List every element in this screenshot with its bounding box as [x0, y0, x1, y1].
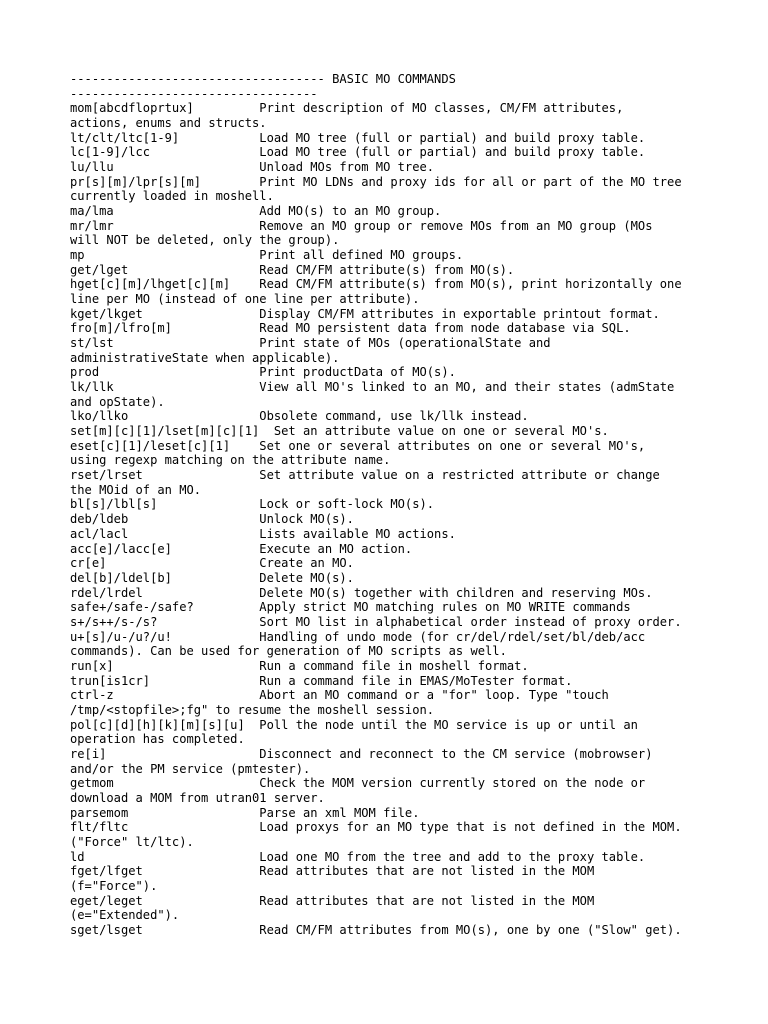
text-line: fro[m]/lfro[m] Read MO persistent data from node database via SQL.	[70, 321, 631, 336]
text-line: pr[s][m]/lpr[s][m] Print MO LDNs and proxy ids for all or part of the MO tree	[70, 174, 682, 189]
text-line: ----------------------------------	[70, 86, 318, 101]
text-line: deb/ldeb Unlock MO(s).	[70, 512, 354, 527]
text-line: download a MOM from utran01 server.	[70, 790, 325, 805]
text-line: bl[s]/lbl[s] Lock or soft-lock MO(s).	[70, 497, 435, 512]
text-line: line per MO (instead of one line per attribute).	[70, 292, 420, 307]
text-line: kget/lkget Display CM/FM attributes in exportable printout format.	[70, 306, 660, 321]
text-line: get/lget Read CM/FM attribute(s) from MO(s).	[70, 262, 515, 277]
text-line: lt/clt/ltc[1-9] Load MO tree (full or partial) and build proxy table.	[70, 130, 646, 145]
text-line: (f="Force").	[70, 878, 158, 893]
text-line: re[i] Disconnect and reconnect to the CM service (mobrowser)	[70, 746, 653, 761]
text-line: del[b]/ldel[b] Delete MO(s).	[70, 570, 354, 585]
text-line: mom[abcdfloprtux] Print description of MO classes, CM/FM attributes,	[70, 101, 624, 116]
text-line: commands). Can be used for generation of MO scripts as well.	[70, 644, 507, 659]
text-line: eget/leget Read attributes that are not listed in the MOM	[70, 893, 595, 908]
text-line: rdel/lrdel Delete MO(s) together with children and reserving MOs.	[70, 585, 653, 600]
text-line: currently loaded in moshell.	[70, 189, 274, 204]
text-line: (e="Extended").	[70, 908, 180, 923]
text-line: set[m][c][1]/lset[m][c][1] Set an attribute value on one or several MO's.	[70, 424, 609, 439]
text-line: /tmp/<stopfile>;fg" to resume the moshell session.	[70, 702, 435, 717]
text-line: acl/lacl Lists available MO actions.	[70, 526, 456, 541]
text-line: and opState).	[70, 394, 165, 409]
text-line: prod Print productData of MO(s).	[70, 365, 456, 380]
text-line: administrativeState when applicable).	[70, 350, 340, 365]
text-line: hget[c][m]/lhget[c][m] Read CM/FM attribute(s) from MO(s), print horizontally one	[70, 277, 682, 292]
text-line: pol[c][d][h][k][m][s][u] Poll the node until the MO service is up or until an	[70, 717, 638, 732]
text-line: operation has completed.	[70, 732, 245, 747]
text-line: parsemom Parse an xml MOM file.	[70, 805, 420, 820]
text-line: ctrl-z Abort an MO command or a "for" loop. Type "touch	[70, 688, 609, 703]
text-line: lc[1-9]/lcc Load MO tree (full or partial) and build proxy table.	[70, 145, 646, 160]
text-line: getmom Check the MOM version currently stored on the node or	[70, 776, 646, 791]
text-line: cr[e] Create an MO.	[70, 556, 354, 571]
text-line: flt/fltc Load proxys for an MO type that is not defined in the MOM.	[70, 820, 682, 835]
text-line: run[x] Run a command file in moshell format.	[70, 658, 529, 673]
text-line: ld Load one MO from the tree and add to the proxy table.	[70, 849, 646, 864]
text-line: trun[is1cr] Run a command file in EMAS/MoTester format.	[70, 673, 573, 688]
text-line: and/or the PM service (pmtester).	[70, 761, 311, 776]
text-line: u+[s]/u-/u?/u! Handling of undo mode (for cr/del/rdel/set/bl/deb/acc	[70, 629, 646, 644]
text-line: acc[e]/lacc[e] Execute an MO action.	[70, 541, 413, 556]
text-line: st/lst Print state of MOs (operationalState and	[70, 336, 551, 351]
command-reference-text	[70, 72, 710, 938]
text-line: eset[c][1]/leset[c][1] Set one or several attributes on one or several MO's,	[70, 438, 646, 453]
text-line: safe+/safe-/safe? Apply strict MO matching rules on MO WRITE commands	[70, 600, 631, 615]
text-line: the MOid of an MO.	[70, 482, 202, 497]
text-line: sget/lsget Read CM/FM attributes from MO(s), one by one ("Slow" get).	[70, 922, 682, 937]
text-line: fget/lfget Read attributes that are not listed in the MOM	[70, 864, 595, 879]
text-line: lk/llk View all MO's linked to an MO, and their states (admState	[70, 380, 675, 395]
text-line: rset/lrset Set attribute value on a restricted attribute or change	[70, 468, 660, 483]
text-line: mr/lmr Remove an MO group or remove MOs from an MO group (MOs	[70, 218, 653, 233]
text-line: ("Force" lt/ltc).	[70, 834, 194, 849]
text-line: will NOT be deleted, only the group).	[70, 233, 340, 248]
document-page	[70, 72, 710, 938]
text-line: mp Print all defined MO groups.	[70, 248, 464, 263]
text-line: lko/llko Obsolete command, use lk/llk instead.	[70, 409, 529, 424]
text-line: using regexp matching on the attribute name.	[70, 453, 391, 468]
text-line: s+/s++/s-/s? Sort MO list in alphabetical order instead of proxy order.	[70, 614, 682, 629]
text-line: ----------------------------------- BASIC MO COMMANDS	[70, 72, 456, 86]
text-line: actions, enums and structs.	[70, 116, 267, 131]
text-line: lu/llu Unload MOs from MO tree.	[70, 160, 435, 175]
text-line: ma/lma Add MO(s) to an MO group.	[70, 204, 442, 219]
